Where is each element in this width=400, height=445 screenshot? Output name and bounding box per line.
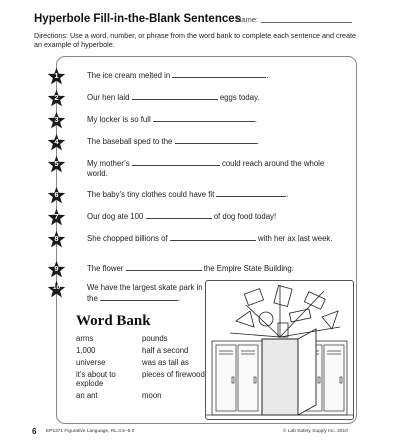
answer-blank[interactable]: [216, 189, 286, 197]
item-number: 7: [54, 212, 59, 221]
sentence-text: My mother’s could reach around the whole world.: [87, 159, 325, 178]
sentence-text: Our dog ate 100 of dog food today!: [87, 212, 277, 221]
word-bank: [76, 313, 216, 400]
sentence-text: The ice cream melted in .: [87, 71, 269, 80]
item-number: 8: [54, 234, 59, 243]
directions-text: Directions: Use a word, number, or phrase from the word bank to complete each sentence and create an example of hyperbole.: [34, 31, 357, 49]
sentence-text: The flower the Empire State Building.: [87, 264, 294, 273]
sentence-text: Our hen laid eggs today.: [87, 93, 260, 102]
word-bank-item: an ant: [76, 391, 98, 400]
item-number: 6: [54, 190, 59, 199]
star-number-icon: [47, 111, 66, 130]
word-bank-item: it’s about to explode: [76, 370, 116, 388]
word-bank-item: moon: [142, 391, 162, 400]
star-number-icon: [47, 186, 66, 205]
star-number-icon: [47, 133, 66, 152]
answer-blank[interactable]: [100, 293, 178, 301]
footer-product-code: EP2371 Figurative Language, RL.3.5–5.0: [46, 429, 135, 434]
star-number-icon: [47, 155, 66, 174]
answer-blank[interactable]: [172, 70, 266, 78]
item-number: 4: [54, 137, 59, 146]
footer-copyright: © Lab Safety Supply Inc. 2010: [283, 429, 348, 434]
item-number: 9: [54, 264, 59, 273]
star-number-icon: [47, 208, 66, 227]
item-number: 5: [54, 159, 59, 168]
star-number-icon: [47, 280, 66, 299]
star-number-icon: [47, 67, 66, 86]
word-bank-list: [76, 334, 216, 400]
item-number: 2: [54, 93, 59, 102]
page-title: Hyperbole Fill-in-the-Blank Sentences: [34, 13, 242, 25]
word-bank-item: half a second: [142, 346, 189, 355]
sentence-text: The baby’s tiny clothes could have fit .: [87, 190, 289, 199]
star-number-icon: [47, 230, 66, 249]
answer-blank[interactable]: [146, 211, 212, 219]
item-number: 3: [54, 115, 59, 124]
answer-blank[interactable]: [132, 158, 220, 166]
word-bank-item: universe: [76, 358, 106, 367]
star-number-icon: [47, 89, 66, 108]
answer-blank[interactable]: [126, 263, 202, 271]
answer-blank[interactable]: [170, 233, 256, 241]
locker-drawing: [206, 281, 353, 419]
answer-blank[interactable]: [132, 92, 218, 100]
item-number: 1: [54, 71, 59, 80]
name-blank[interactable]: [261, 22, 352, 23]
sentence-text: We have the largest skate park in the .: [87, 283, 203, 303]
word-bank-item: pieces of firewood: [142, 370, 205, 379]
name-label: Name:: [236, 15, 259, 24]
page-number: 6: [32, 427, 37, 436]
word-bank-item: 1,000: [76, 346, 96, 355]
exploding-locker-illustration: [205, 280, 354, 420]
word-bank-title: Word Bank: [76, 313, 151, 329]
word-bank-item: pounds: [142, 334, 168, 343]
sentence-text: My locker is so full .: [87, 115, 258, 124]
item-number: 10: [52, 284, 61, 291]
star-number-icon: [47, 260, 66, 279]
sentence-text: She chopped billions of with her ax last week.: [87, 234, 333, 243]
word-bank-item: was as tall as: [142, 358, 189, 367]
answer-blank[interactable]: [175, 136, 257, 144]
word-bank-item: arms: [76, 334, 94, 343]
answer-blank[interactable]: [153, 114, 255, 122]
sentence-text: The baseball sped to the .: [87, 137, 259, 146]
